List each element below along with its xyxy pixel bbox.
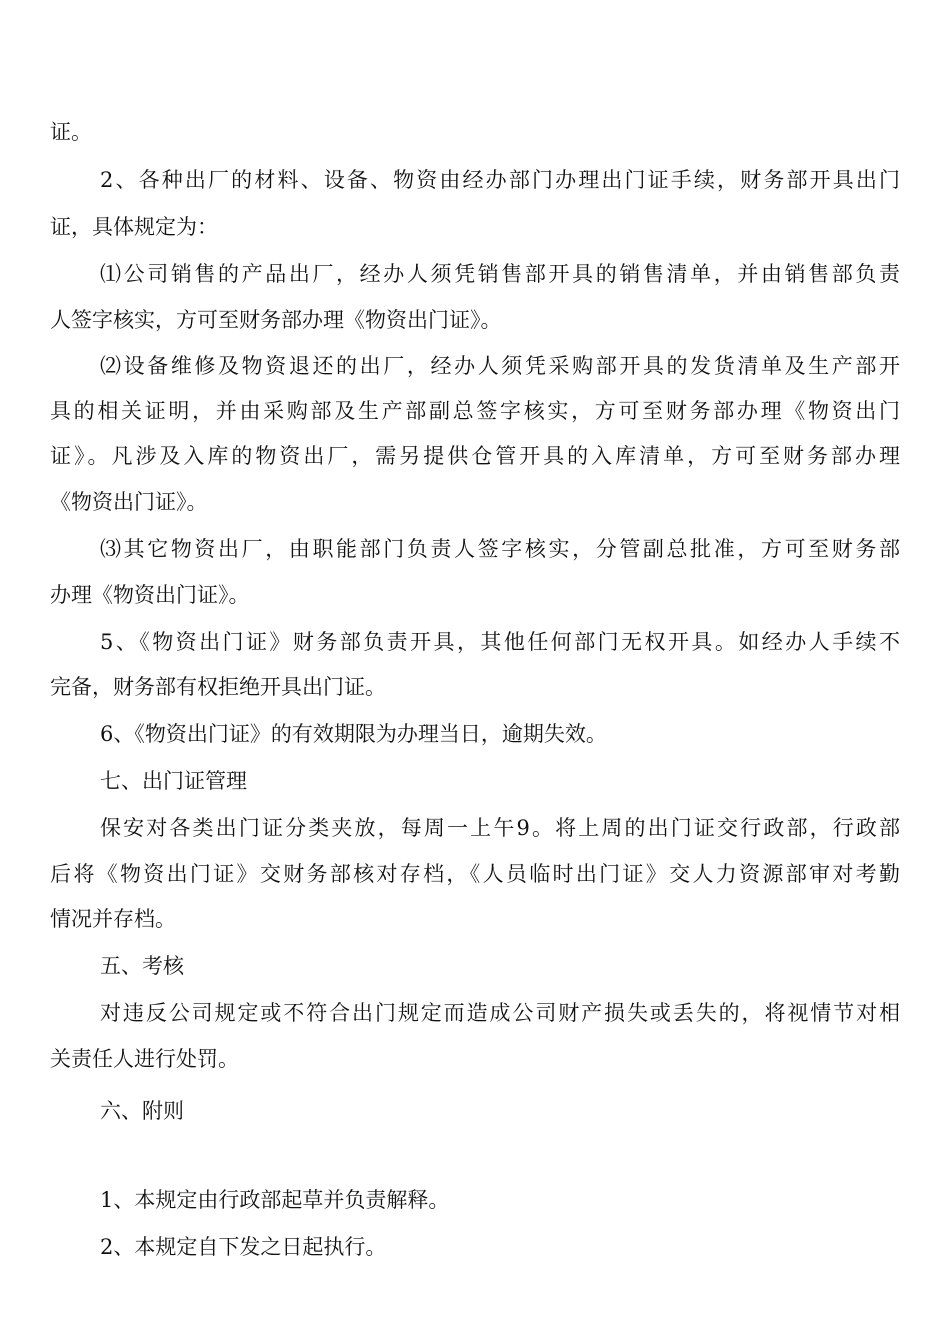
paragraph-line: 关责任人进行处罚。 bbox=[50, 1047, 239, 1071]
paragraph-line: 保安对各类出门证分类夹放，每周一上午9。将上周的出门证交行政部，行政部 bbox=[100, 816, 900, 840]
section-heading: 七、出门证管理 bbox=[100, 769, 247, 793]
paragraph-line: ⑵设备维修及物资退还的出厂，经办人须凭采购部开具的发货清单及生产部开 bbox=[100, 354, 900, 378]
paragraph-line: 1、本规定由行政部起草并负责解释。 bbox=[100, 1188, 450, 1212]
paragraph-line: 证》。凡涉及入库的物资出厂，需另提供仓管开具的入库清单，方可至财务部办理 bbox=[50, 444, 900, 468]
paragraph-line: ⑶其它物资出厂，由职能部门负责人签字核实，分管副总批准，方可至财务部 bbox=[100, 537, 900, 561]
paragraph-line: 2、本规定自下发之日起执行。 bbox=[100, 1235, 387, 1259]
paragraph-line: 《物资出门证》。 bbox=[50, 490, 208, 514]
paragraph-line: 人签字核实，方可至财务部办理《物资出门证》。 bbox=[50, 308, 502, 332]
paragraph-line: 完备，财务部有权拒绝开具出门证。 bbox=[50, 675, 386, 699]
paragraph-line: 后将《物资出门证》交财务部核对存档，《人员临时出门证》交人力资源部审对考勤 bbox=[50, 862, 900, 886]
paragraph-line: 5、《物资出门证》财务部负责开具，其他任何部门无权开具。如经办人手续不 bbox=[100, 630, 900, 654]
section-heading: 五、考核 bbox=[100, 954, 184, 978]
paragraph-line: 证，具体规定为： bbox=[50, 215, 218, 239]
paragraph-line: 办理《物资出门证》。 bbox=[50, 583, 250, 607]
paragraph-line: 具的相关证明，并由采购部及生产部副总签字核实，方可至财务部办理《物资出门 bbox=[50, 399, 900, 423]
paragraph-line: ⑴公司销售的产品出厂，经办人须凭销售部开具的销售清单，并由销售部负责 bbox=[100, 262, 900, 286]
section-heading: 六、附则 bbox=[100, 1099, 184, 1123]
paragraph-line: 6、《物资出门证》的有效期限为办理当日，逾期失效。 bbox=[100, 722, 607, 746]
paragraph-line: 2、各种出厂的材料、设备、物资由经办部门办理出门证手续，财务部开具出门 bbox=[100, 168, 900, 192]
paragraph-line: 情况并存档。 bbox=[50, 907, 176, 931]
paragraph-line: 证。 bbox=[50, 120, 92, 144]
paragraph-line: 对违反公司规定或不符合出门规定而造成公司财产损失或丢失的，将视情节对相 bbox=[100, 1001, 900, 1025]
